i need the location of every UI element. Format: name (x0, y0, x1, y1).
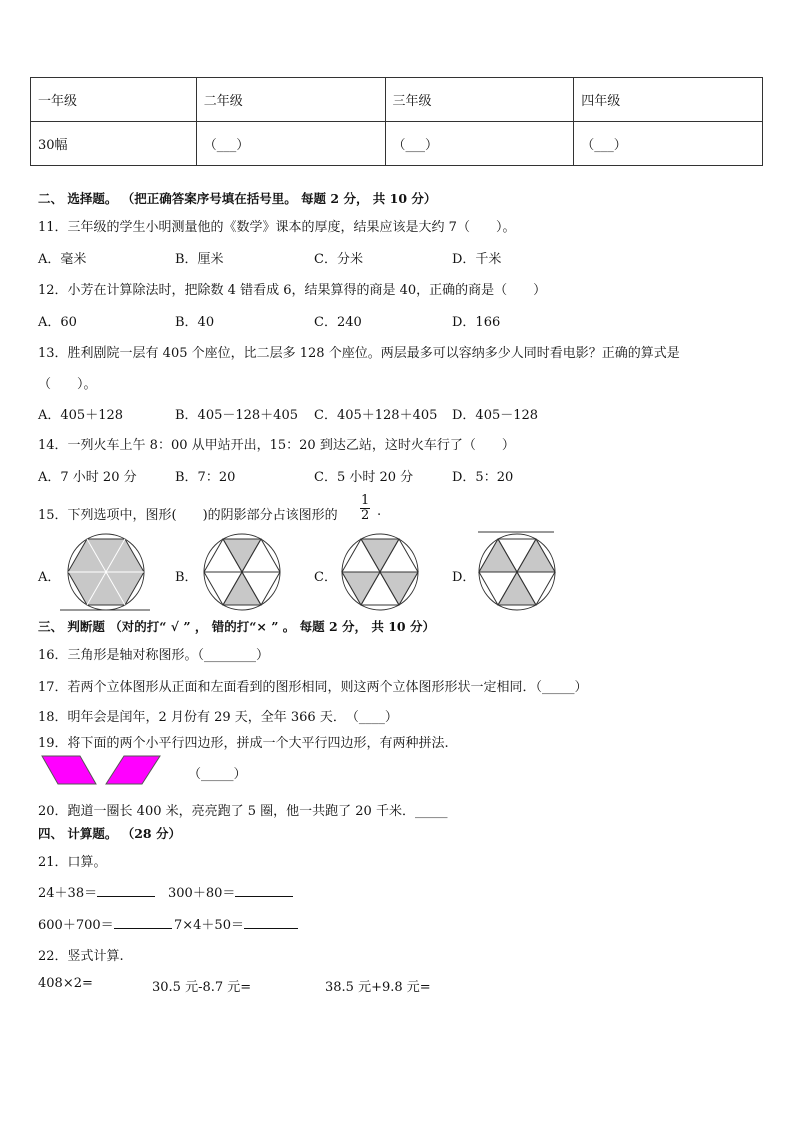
figure-b-hexagon[interactable] (200, 530, 284, 612)
q16-answer-blank[interactable]: ________ (204, 648, 257, 663)
answer-line[interactable] (235, 896, 293, 897)
q17-line (38, 676, 588, 695)
q15-text-end: . (377, 504, 382, 519)
parallelograms-figure (40, 754, 170, 786)
q11-option-c[interactable]: C．分米 (314, 252, 363, 267)
answer-line[interactable] (244, 928, 298, 929)
q21-item (38, 882, 155, 901)
table-cell[interactable]: （___） (574, 122, 763, 166)
q21-item (174, 914, 298, 933)
q17-answer-blank[interactable]: _____ (542, 680, 575, 695)
table-cell[interactable]: （___） (196, 122, 385, 166)
q21-expression: 7×4＋50＝ (174, 918, 244, 933)
q21-item (168, 882, 293, 901)
q13-text-cont: （ ）。 (38, 377, 97, 392)
q21-expression: 600＋700＝ (38, 918, 114, 933)
q12-option-b[interactable]: B．40 (175, 315, 215, 330)
q21-text: 21．口算。 (38, 855, 107, 870)
q14-option-a[interactable]: A．7 小时 20 分 (38, 470, 137, 485)
fraction-denominator: 2 (361, 508, 370, 523)
q12-option-d[interactable]: D．166 (452, 315, 501, 330)
grade-table (30, 77, 763, 166)
q19-answer-blank[interactable]: （_____） (188, 767, 247, 782)
q16-line (38, 644, 269, 663)
section2-heading: 二、 选择题。 （把正确答案序号填在括号里。 每题 2 分， 共 10 分） (38, 191, 437, 206)
q15-option-d[interactable]: D． (452, 570, 476, 585)
q12-text: 12．小芳在计算除法时，把除数 4 错看成 6，结果算得的商是 40，正确的商是（ ） (38, 283, 547, 298)
q21-expression: 300＋80＝ (168, 886, 236, 901)
q16-text: 16．三角形是轴对称图形。（ (38, 648, 205, 663)
q14-option-d[interactable]: D．5：20 (452, 470, 514, 485)
q11-option-d[interactable]: D．千米 (452, 252, 502, 267)
table-header-row (31, 78, 763, 122)
q17-close: ） (574, 680, 588, 695)
q14-option-b[interactable]: B．7：20 (175, 470, 236, 485)
table-cell: 二年级 (196, 78, 385, 122)
q11-option-b[interactable]: B．厘米 (175, 252, 224, 267)
half-fraction (360, 494, 370, 523)
q12-option-a[interactable]: A．60 (38, 315, 77, 330)
q13-option-d[interactable]: D．405－128 (452, 408, 539, 423)
q22-item: 38.5 元+9.8 元= (325, 980, 431, 995)
q20-text: 20．跑道一圈长 400 米，亮亮跑了 5 圈，他一共跑了 20 千米． (38, 804, 415, 819)
figure-c-hexagon[interactable] (338, 530, 422, 612)
figure-d-hexagon[interactable] (474, 530, 560, 612)
table-cell: 一年级 (31, 78, 197, 122)
q15-option-b[interactable]: B． (175, 570, 198, 585)
table-cell[interactable]: （___） (385, 122, 574, 166)
q13-option-b[interactable]: B．405－128＋405 (175, 408, 298, 423)
q15-option-a[interactable]: A． (38, 570, 61, 585)
q20-line (38, 800, 447, 819)
section4-heading: 四、 计算题。 （28 分） (38, 826, 181, 841)
q11-option-a[interactable]: A．毫米 (38, 252, 87, 267)
answer-line[interactable] (114, 928, 172, 929)
q18-line (38, 706, 398, 725)
q21-item (38, 914, 172, 933)
q20-answer-blank[interactable]: _____ (414, 804, 448, 819)
q19-text: 19．将下面的两个小平行四边形，拼成一个大平行四边形，有两种拼法. (38, 736, 449, 751)
q22-item: 30.5 元-8.7 元= (152, 980, 252, 995)
table-cell: 30幅 (31, 122, 197, 166)
table-cell: 四年级 (574, 78, 763, 122)
q22-item: 408×2= (38, 976, 93, 991)
figure-a-hexagon[interactable] (60, 530, 152, 612)
q15-option-c[interactable]: C． (314, 570, 337, 585)
q22-text: 22．竖式计算. (38, 949, 124, 964)
q21-expression: 24＋38＝ (38, 886, 98, 901)
q13-option-c[interactable]: C．405＋128＋405 (314, 408, 438, 423)
fraction-numerator: 1 (361, 493, 370, 508)
q13-option-a[interactable]: A．405＋128 (38, 408, 124, 423)
q18-close: ） (384, 710, 398, 725)
q16-close: ） (256, 648, 270, 663)
table-value-row (31, 122, 763, 166)
q13-text: 13．胜利剧院一层有 405 个座位，比二层多 128 个座位。两层最多可以容纳多少人同时看电影？正确的算式是 (38, 346, 680, 361)
section3-heading: 三、 判断题 （对的打“ √ ” ， 错的打“× ” 。 每题 2 分， 共 10 分） (38, 619, 435, 634)
table-cell: 三年级 (385, 78, 574, 122)
q12-option-c[interactable]: C．240 (314, 315, 362, 330)
q15-text: 15．下列选项中，图形( )的阴影部分占该图形的 (38, 508, 338, 523)
q11-text: 11．三年级的学生小明测量他的《数学》课本的厚度，结果应该是大约 7（ ）。 (38, 220, 516, 235)
q18-answer-blank[interactable]: ____ (358, 710, 385, 725)
q18-text: 18．明年会是闰年，2 月份有 29 天，全年 366 天． （ (38, 710, 359, 725)
answer-line[interactable] (97, 896, 155, 897)
q14-text: 14．一列火车上午 8：00 从甲站开出，15：20 到达乙站，这时火车行了（ ） (38, 438, 515, 453)
q17-text: 17．若两个立体图形从正面和左面看到的图形相同，则这两个立体图形形状一定相同．（ (38, 680, 543, 695)
q14-option-c[interactable]: C．5 小时 20 分 (314, 470, 414, 485)
